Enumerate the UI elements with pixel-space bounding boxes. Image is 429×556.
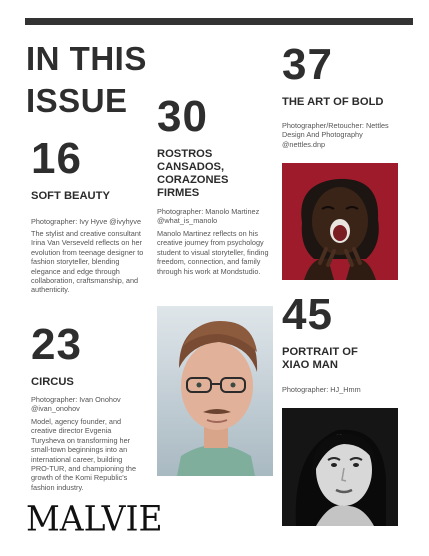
magazine-logo: MALVIE: [26, 498, 163, 539]
article-page-number[interactable]: 30: [157, 92, 208, 141]
article-heading[interactable]: CIRCUS: [31, 376, 74, 388]
article-photo-red-portrait[interactable]: [282, 163, 398, 280]
portrait-illustration: [157, 306, 273, 476]
top-rule: [25, 18, 413, 25]
article-page-number[interactable]: 37: [282, 40, 333, 89]
article-description: Model, agency founder, and creative director Evgenia Turysheva on transforming her small-town beginnings into an international career, building PRO-TUR, and championing the growth of the Komi Republic's fashion industry.: [31, 417, 137, 492]
article-credit: Photographer/Retoucher: Nettles Design And Photography @nettles.dnp: [282, 121, 389, 149]
page-title-line-2: ISSUE: [26, 82, 128, 119]
page-title-line-1: IN THIS: [26, 40, 147, 77]
portrait-illustration: [282, 408, 398, 526]
article-heading[interactable]: THE ART OF BOLD: [282, 96, 384, 108]
article-page-number[interactable]: 23: [31, 320, 82, 369]
article-photo-bw-portrait[interactable]: [282, 408, 398, 526]
article-heading[interactable]: SOFT BEAUTY: [31, 190, 110, 202]
article-description: The stylist and creative consultant Irina Van Verseveld reflects on her evolution from teenage designer to fashion storyteller, blending elegance and edge through collaboration, craftsmanship, and authenticity.: [31, 229, 144, 295]
article-heading[interactable]: ROSTROS CANSADOS, CORAZONES FIRMES: [157, 148, 229, 199]
article-credit: Photographer: Ivy Hyve @ivyhyve: [31, 217, 142, 226]
portrait-illustration: [282, 163, 398, 280]
article-description: Manolo Martinez reflects on his creative journey from psychology student to visual storyteller, finding freedom, connection, and family through his work at Mondstudio.: [157, 229, 269, 276]
article-credit: Photographer: Ivan Onohov @ivan_onohov: [31, 395, 121, 414]
article-page-number[interactable]: 45: [282, 290, 333, 339]
article-page-number[interactable]: 16: [31, 134, 82, 183]
article-heading[interactable]: PORTRAIT OF XIAO MAN: [282, 346, 358, 371]
article-photo-man-glasses[interactable]: [157, 306, 273, 476]
article-credit: Photographer: Manolo Martinez @what_is_manolo: [157, 207, 260, 226]
article-credit: Photographer: HJ_Hmm: [282, 385, 361, 394]
